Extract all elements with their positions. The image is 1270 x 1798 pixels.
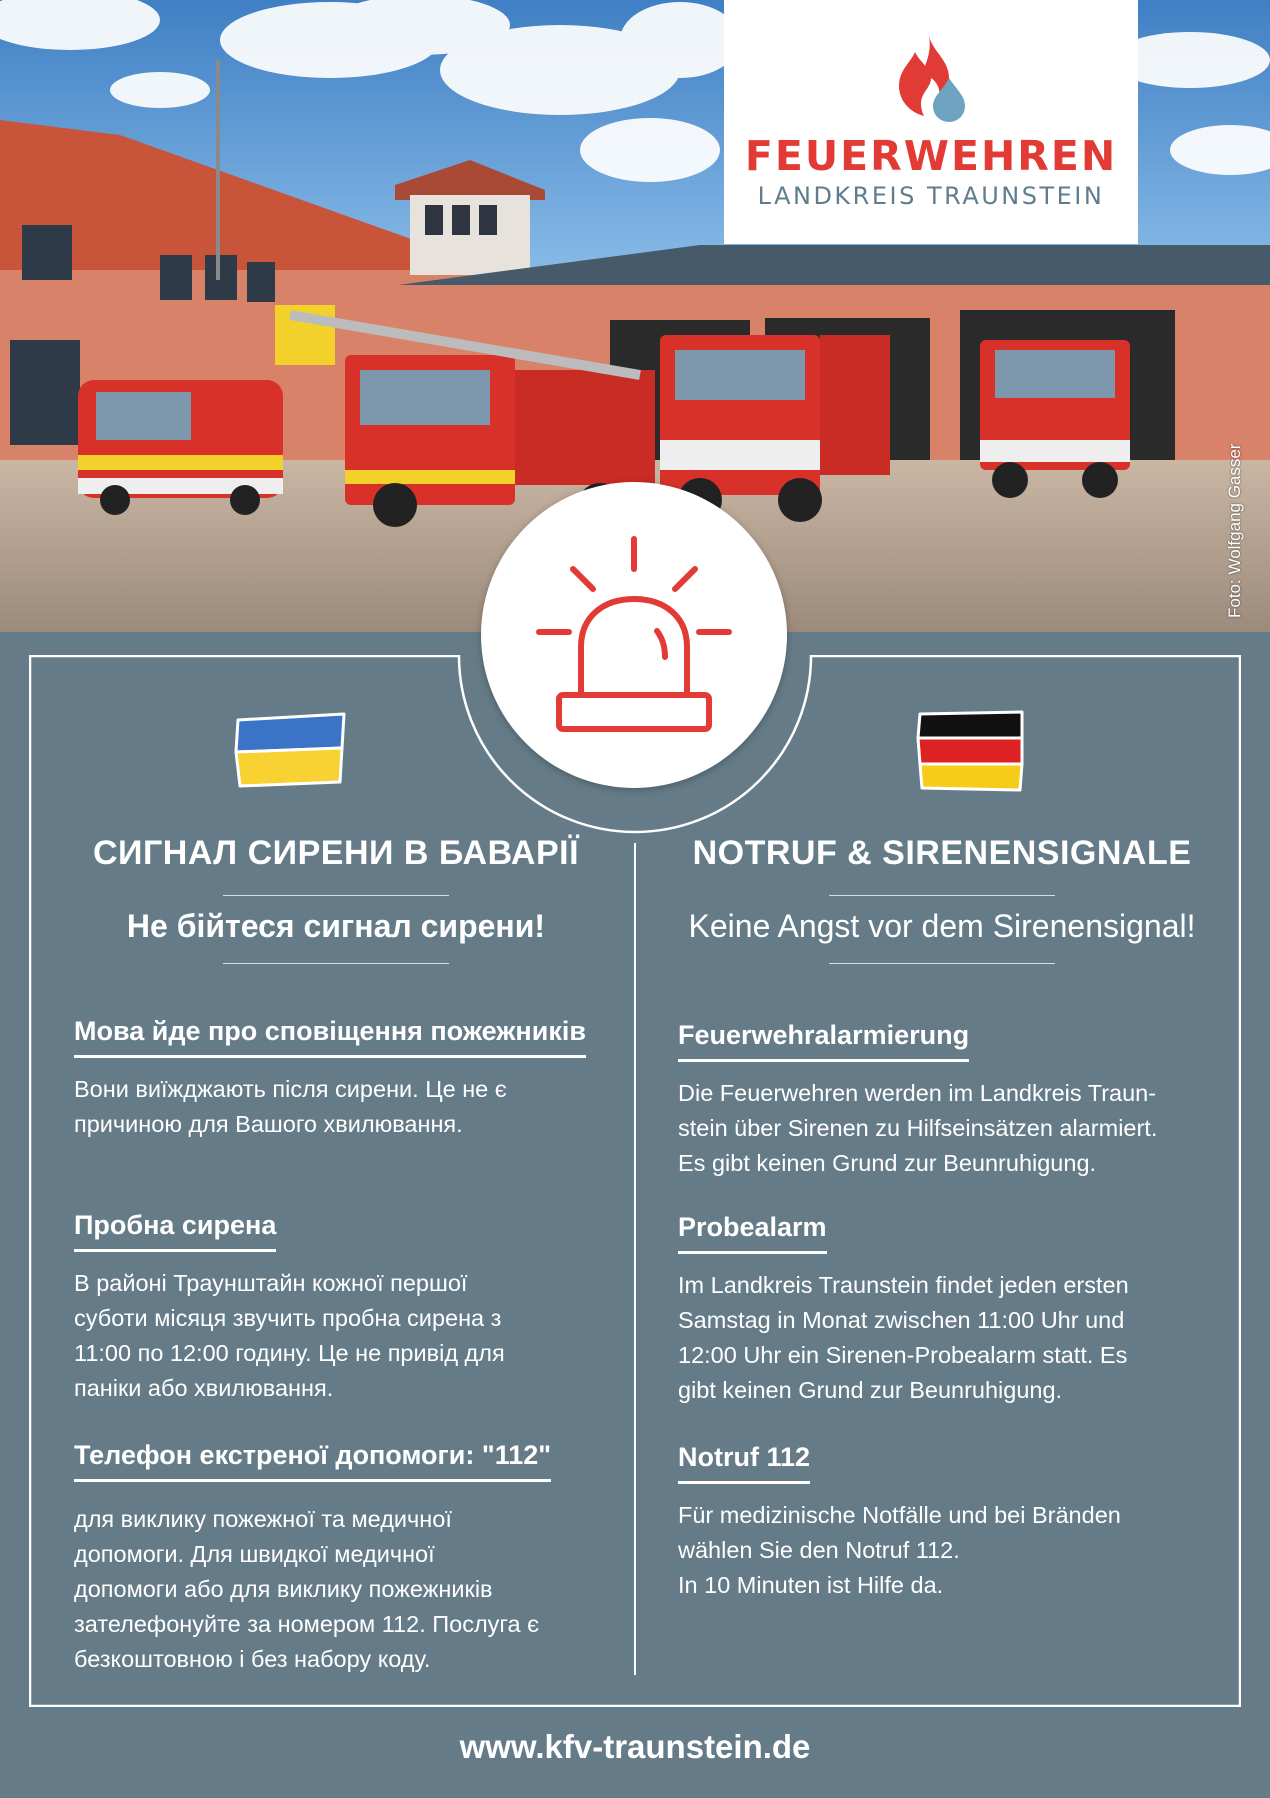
section-body	[678, 1076, 1238, 1181]
website-link[interactable]: www.kfv-traunstein.de	[459, 1728, 811, 1765]
section-heading: Мова йде про сповіщення пожежників	[74, 1016, 586, 1058]
body-line: gibt keinen Grund zur Beunruhigung.	[678, 1377, 1063, 1403]
body-line: допомоги або для виклику пожежників	[74, 1576, 493, 1602]
flame-drop-icon	[891, 34, 971, 124]
body-line: stein über Sirenen zu Hilfseinsätzen alarmiert.	[678, 1115, 1158, 1141]
section-body	[74, 1072, 634, 1142]
body-line: для виклику пожежної та медичної	[74, 1506, 452, 1532]
body-line: Es gibt keinen Grund zur Beunruhigung.	[678, 1150, 1097, 1176]
german-subtitle: Keine Angst vor dem Sirenensignal!	[688, 908, 1196, 944]
ukrainian-title: СИГНАЛ СИРЕНИ В БАВАРІЇ	[93, 834, 579, 872]
title-rule	[223, 895, 449, 896]
body-line: Für medizinische Notfälle und bei Bränden	[678, 1502, 1121, 1528]
body-line: wählen Sie den Notruf 112.	[678, 1537, 960, 1563]
section-heading: Телефон екстреної допомоги: "112"	[74, 1440, 551, 1482]
siren-icon	[529, 535, 739, 735]
title-rule	[829, 895, 1055, 896]
german-title: NOTRUF & SIRENENSIGNALE	[692, 834, 1192, 872]
body-line: безкоштовною і без набору коду.	[74, 1646, 431, 1672]
body-line: In 10 Minuten ist Hilfe da.	[678, 1572, 944, 1598]
body-line: 12:00 Uhr ein Sirenen-Probealarm statt. Es	[678, 1342, 1128, 1368]
logo-subtitle: LANDKREIS TRAUNSTEIN	[757, 182, 1105, 210]
logo-title: FEUERWEHREN	[744, 132, 1118, 180]
body-line: Samstag in Monat zwischen 11:00 Uhr und	[678, 1307, 1125, 1333]
section-body	[678, 1498, 1238, 1603]
body-line: паніки або хвилювання.	[74, 1375, 334, 1401]
section-heading: Feuerwehralarmierung	[678, 1020, 969, 1062]
body-line: причиною для Вашого хвилювання.	[74, 1111, 463, 1137]
german-section-1	[678, 1020, 1238, 1181]
body-line: Die Feuerwehren werden im Landkreis Traun-	[678, 1080, 1157, 1106]
body-line: Im Landkreis Traunstein findet jeden ersten	[678, 1272, 1129, 1298]
ukrainian-section-3	[74, 1440, 634, 1677]
section-body	[74, 1502, 634, 1677]
ukraine-flag-icon	[232, 712, 350, 788]
german-section-3	[678, 1442, 1238, 1603]
germany-flag-icon	[914, 710, 1028, 792]
body-line: суботи місяця звучить пробна сирена з	[74, 1305, 502, 1331]
feuerwehren-logo	[724, 0, 1138, 244]
siren-badge	[481, 482, 787, 788]
body-line: зателефонуйте за номером 112. Послуга є	[74, 1611, 540, 1637]
ukrainian-section-1	[74, 1016, 634, 1142]
section-heading: Пробна сирена	[74, 1210, 276, 1252]
body-line: допомоги. Для швидкої медичної	[74, 1541, 435, 1567]
body-line: Вони виїжджають після сирени. Це не є	[74, 1076, 507, 1102]
photo-credit: Foto: Wolfgang Gasser	[1225, 443, 1244, 618]
ukrainian-section-2	[74, 1210, 634, 1406]
ukrainian-subtitle: Не бійтеся сигнал сирени!	[126, 908, 546, 944]
subtitle-rule	[829, 963, 1055, 964]
ukrainian-column	[44, 820, 628, 1672]
body-line: 11:00 по 12:00 годину. Це не привід для	[74, 1340, 505, 1366]
section-body	[678, 1268, 1238, 1408]
german-section-2	[678, 1212, 1238, 1408]
section-heading: Probealarm	[678, 1212, 827, 1254]
section-body	[74, 1266, 634, 1406]
column-divider	[634, 843, 636, 1675]
subtitle-rule	[223, 963, 449, 964]
body-line: В районі Траунштайн кожної першої	[74, 1270, 468, 1296]
section-heading: Notruf 112	[678, 1442, 810, 1484]
german-column	[650, 820, 1234, 1598]
